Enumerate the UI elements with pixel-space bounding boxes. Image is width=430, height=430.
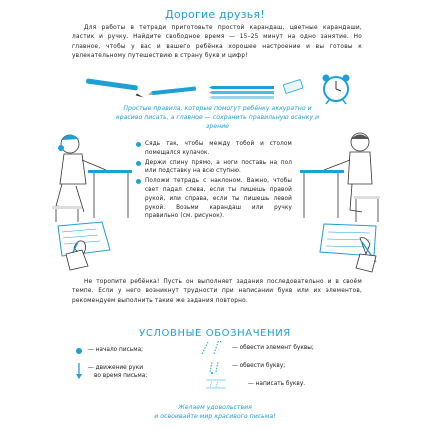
legend-trace-element-label: — обвести элемент буквы; [232,345,314,351]
pen-icon [86,78,144,97]
school-supplies-illustration [82,72,372,106]
legend-trace-letter-label: — обвести букву; [232,363,286,369]
dashed-letter-icon [196,358,230,374]
notebook-hand-icon [58,222,110,270]
write-letter-lines-icon [196,376,230,392]
sharpened-pencil-icon [148,87,196,96]
girl-writing-illustration [48,126,148,278]
boy-writing-illustration [290,126,390,278]
footer-line-1: Желаем удовольствия [178,404,252,411]
legend-start-row [72,346,192,364]
rules-subtitle: Простые правила, которые помогут ребёнку аккуратно и красиво писать, а главное — сохранить правильную осанку и зрение [115,105,320,130]
page-title: Дорогие друзья! [165,8,265,21]
boy-at-desk-icon [300,133,380,222]
legend-write-letter-label: — написать букву. [248,381,306,387]
girl-at-desk-icon [52,135,132,222]
legend-motion-row [72,364,192,382]
legend-right-column [196,344,366,398]
dashed-element-icon [196,340,230,356]
rule-item: Положи тетрадь с наклоном. Важно, чтобы свет падал слева, если ты пишешь правой рукой, или справа, если ты пишешь левой рукой. Возьми карандаш или ручку правильно (см. рисунок). [136,177,292,221]
legend-title: УСЛОВНЫЕ ОБОЗНАЧЕНИЯ [139,328,291,339]
notebook-hand-icon [320,224,376,272]
rules-list [136,140,292,222]
legend-left-column [72,346,192,382]
legend-motion-label-1: — движение руки [88,365,143,371]
alarm-clock-icon [323,75,350,105]
footer-line-2: и освоивайте мир красивого письма! [154,413,276,420]
footer-message [0,403,430,421]
intro-paragraph: Для работы в тетради приготовьте простой карандаш, цветные карандаши, ластик и ручку. Найдите свободное время — 15–25 минут на одно занятие. Но главное, чтобы у вас и вашего ребёнка хорошее настроение и вы готовы к увлекательному путешествию в страну букв и цифр! [72,25,362,60]
eraser-icon [283,79,303,93]
down-arrow-icon [74,362,84,380]
rule-item: Сядь так, чтобы между тобой и столом помещался кулачок. [136,140,292,158]
start-dot-icon [72,347,86,355]
advice-paragraph: Не торопите ребёнка! Пусть он выполняет задания последовательно и в своём темпе. Если у него возникнут трудности при написании букв или их элементов, рекомендуем выполнить такие же задания повторно. [72,279,362,304]
rule-item: Держи спину прямо, а ноги поставь на пол или подставку на всю ступню. [136,159,292,177]
legend-motion-label-2: во время письма; [94,373,148,379]
colored-pencils-icon [209,86,274,99]
legend-write-letter-row [196,380,366,398]
legend-start-label: — начало письма; [88,347,144,353]
